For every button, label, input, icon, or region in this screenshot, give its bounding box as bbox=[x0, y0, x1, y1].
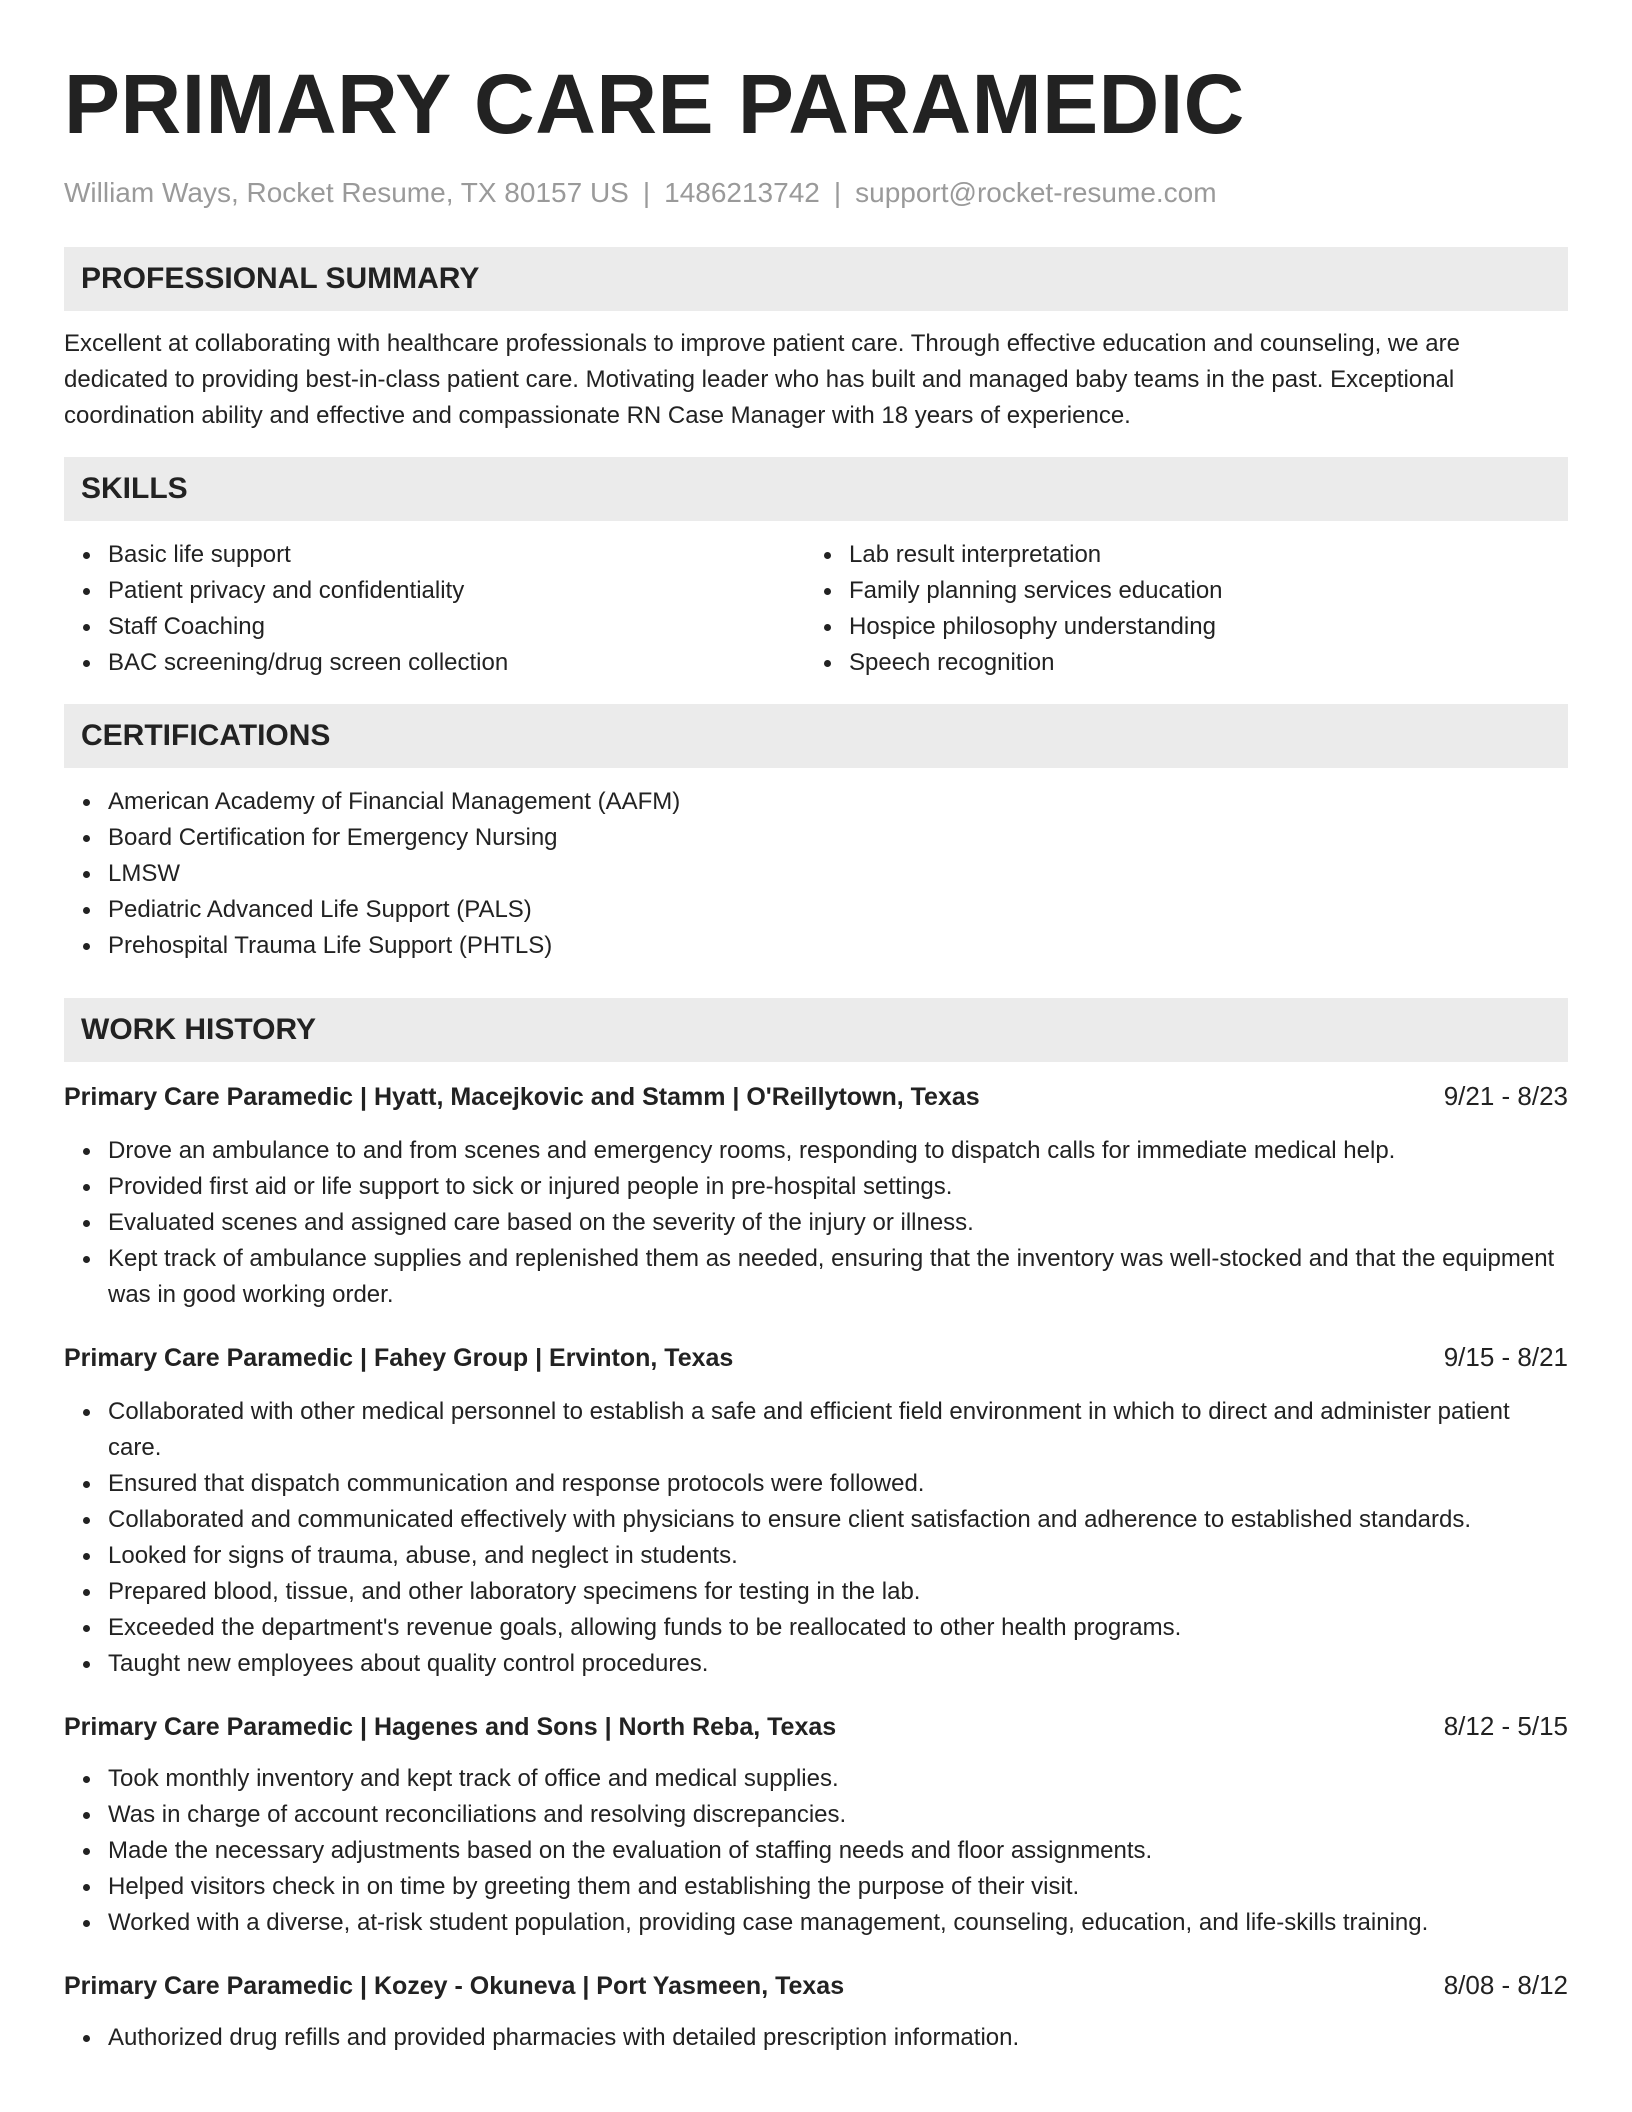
section-heading-summary: PROFESSIONAL SUMMARY bbox=[64, 247, 1568, 311]
job-bullet: Worked with a diverse, at-risk student population, providing case management, counseling, education, and life-skills training. bbox=[64, 1905, 1568, 1941]
job-bullet: Helped visitors check in on time by greeting them and establishing the purpose of their visit. bbox=[64, 1869, 1568, 1905]
job-dates: 9/21 - 8/23 bbox=[1443, 1081, 1568, 1111]
job-header bbox=[64, 1078, 1568, 1115]
certification-item: Board Certification for Emergency Nursing bbox=[64, 820, 1568, 856]
job-title: Primary Care Paramedic | Hyatt, Macejkovic and Stamm | O'Reillytown, Texas bbox=[64, 1083, 980, 1111]
certification-item: Prehospital Trauma Life Support (PHTLS) bbox=[64, 928, 1568, 964]
contact-separator: | bbox=[642, 177, 651, 208]
job-bullet: Kept track of ambulance supplies and replenished them as needed, ensuring that the inventory was well-stocked and that the equipment was in good working order. bbox=[64, 1241, 1568, 1313]
section-heading-certifications: CERTIFICATIONS bbox=[64, 704, 1568, 768]
skills-left-column bbox=[64, 537, 805, 681]
section-heading-skills: SKILLS bbox=[64, 457, 1568, 521]
contact-phone: 1486213742 bbox=[664, 177, 820, 208]
job-bullet: Drove an ambulance to and from scenes and emergency rooms, responding to dispatch calls for immediate medical help. bbox=[64, 1133, 1568, 1169]
job-bullet: Collaborated and communicated effectively with physicians to ensure client satisfaction and adherence to established standards. bbox=[64, 1502, 1568, 1538]
job-dates: 9/15 - 8/21 bbox=[1443, 1342, 1568, 1372]
job-entry bbox=[64, 1967, 1568, 2056]
job-bullet: Ensured that dispatch communication and response protocols were followed. bbox=[64, 1466, 1568, 1502]
contact-email: support@rocket-resume.com bbox=[855, 177, 1217, 208]
job-entry bbox=[64, 1339, 1568, 1682]
certification-item: American Academy of Financial Management (AAFM) bbox=[64, 784, 1568, 820]
job-bullet: Exceeded the department's revenue goals, allowing funds to be reallocated to other health programs. bbox=[64, 1610, 1568, 1646]
job-bullet: Made the necessary adjustments based on the evaluation of staffing needs and floor assignments. bbox=[64, 1833, 1568, 1869]
job-bullet: Evaluated scenes and assigned care based on the severity of the injury or illness. bbox=[64, 1205, 1568, 1241]
skill-item: BAC screening/drug screen collection bbox=[64, 645, 805, 681]
job-title: Primary Care Paramedic | Fahey Group | Ervinton, Texas bbox=[64, 1344, 734, 1372]
skill-item: Staff Coaching bbox=[64, 609, 805, 645]
job-bullets bbox=[64, 2020, 1568, 2056]
skill-item: Basic life support bbox=[64, 537, 805, 573]
contact-line bbox=[64, 176, 1568, 210]
job-bullet: Was in charge of account reconciliations and resolving discrepancies. bbox=[64, 1797, 1568, 1833]
job-dates: 8/12 - 5/15 bbox=[1443, 1711, 1568, 1741]
job-header bbox=[64, 1708, 1568, 1745]
job-bullet: Authorized drug refills and provided pharmacies with detailed prescription information. bbox=[64, 2020, 1568, 2056]
job-entry bbox=[64, 1708, 1568, 1941]
skill-item: Family planning services education bbox=[805, 573, 1546, 609]
job-header bbox=[64, 1967, 1568, 2004]
summary-text: Excellent at collaborating with healthcare professionals to improve patient care. Through effective education and counseling, we are dedicated to providing best-in-class patient care. Motivating leader who has built and managed baby teams in the past. Exceptional coordination ability and effective and compassionate RN Case Manager with 18 years of experience. bbox=[64, 330, 1460, 429]
job-bullets bbox=[64, 1133, 1568, 1313]
skill-item: Speech recognition bbox=[805, 645, 1546, 681]
contact-separator: | bbox=[833, 177, 842, 208]
job-bullet: Took monthly inventory and kept track of office and medical supplies. bbox=[64, 1761, 1568, 1797]
job-bullet: Taught new employees about quality control procedures. bbox=[64, 1646, 1568, 1682]
job-header bbox=[64, 1339, 1568, 1376]
contact-address: William Ways, Rocket Resume, TX 80157 US bbox=[64, 177, 629, 208]
job-bullets bbox=[64, 1761, 1568, 1941]
job-bullet: Prepared blood, tissue, and other laboratory specimens for testing in the lab. bbox=[64, 1574, 1568, 1610]
job-entry bbox=[64, 1078, 1568, 1313]
certifications-list bbox=[64, 784, 1568, 964]
job-title: Primary Care Paramedic | Hagenes and Sons | North Reba, Texas bbox=[64, 1713, 837, 1741]
job-bullet: Collaborated with other medical personnel to establish a safe and efficient field environment in which to direct and administer patient care. bbox=[64, 1394, 1568, 1466]
skill-item: Hospice philosophy understanding bbox=[805, 609, 1546, 645]
job-title: Primary Care Paramedic | Kozey - Okuneva | Port Yasmeen, Texas bbox=[64, 1972, 845, 2000]
skill-item: Lab result interpretation bbox=[805, 537, 1546, 573]
skill-item: Patient privacy and confidentiality bbox=[64, 573, 805, 609]
section-heading-work-history: WORK HISTORY bbox=[64, 998, 1568, 1062]
certification-item: Pediatric Advanced Life Support (PALS) bbox=[64, 892, 1568, 928]
certification-item: LMSW bbox=[64, 856, 1568, 892]
skills-right-column bbox=[805, 537, 1546, 681]
candidate-name: PRIMARY CARE PARAMEDIC bbox=[64, 57, 1245, 151]
job-bullet: Provided first aid or life support to sick or injured people in pre-hospital settings. bbox=[64, 1169, 1568, 1205]
job-dates: 8/08 - 8/12 bbox=[1443, 1970, 1568, 2000]
job-bullet: Looked for signs of trauma, abuse, and neglect in students. bbox=[64, 1538, 1568, 1574]
job-bullets bbox=[64, 1394, 1568, 1682]
skills-grid bbox=[64, 537, 1568, 681]
